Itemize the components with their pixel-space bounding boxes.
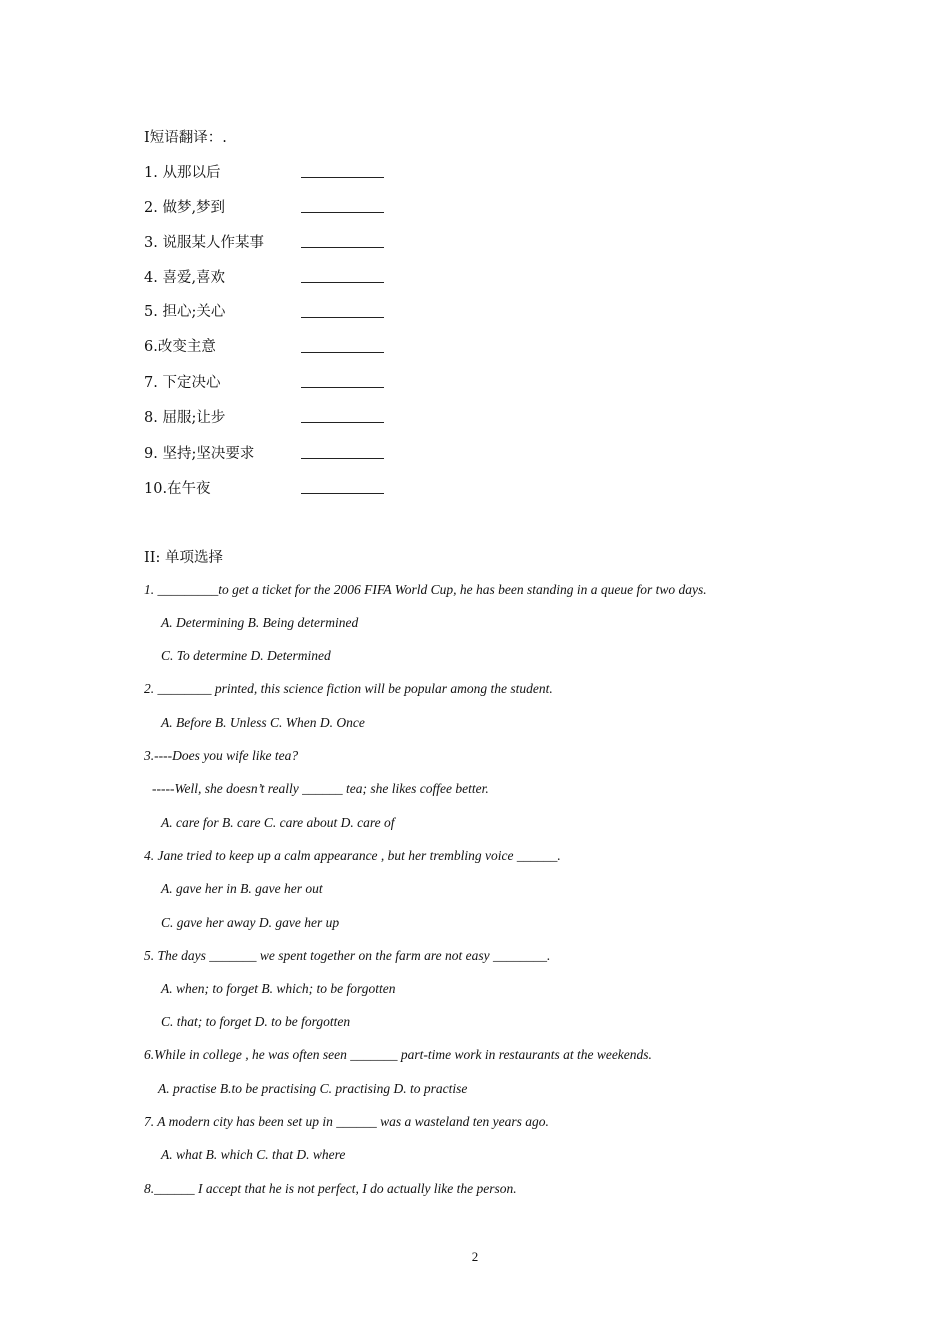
phrase-item: 7. 下定决心 bbox=[144, 375, 221, 391]
phrase-item: 6.改变主意 bbox=[144, 339, 216, 355]
phrase-item: 3. 说服某人作某事 bbox=[144, 235, 264, 251]
question-1-options: C. To determine D. Determined bbox=[161, 648, 331, 663]
question-5-options: A. when; to forget B. which; to be forgotten bbox=[161, 981, 396, 996]
question-8: 8.______ I accept that he is not perfect, I do actually like the person. bbox=[144, 1181, 517, 1196]
question-7: 7. A modern city has been set up in ______ was a wasteland ten years ago. bbox=[144, 1114, 549, 1129]
question-4-options: C. gave her away D. gave her up bbox=[161, 915, 340, 930]
phrase-item: 10.在午夜 bbox=[144, 481, 211, 497]
section-2-title: II: 单项选择 bbox=[144, 550, 223, 566]
answer-blank bbox=[301, 247, 384, 248]
question-3-options: A. care for B. care C. care about D. care of bbox=[161, 815, 395, 830]
answer-blank bbox=[301, 458, 384, 459]
answer-blank bbox=[301, 387, 384, 388]
answer-blank bbox=[301, 317, 384, 318]
question-5-options: C. that; to forget D. to be forgotten bbox=[161, 1014, 351, 1029]
question-4-options: A. gave her in B. gave her out bbox=[161, 881, 323, 896]
question-5: 5. The days _______ we spent together on the farm are not easy ________. bbox=[144, 948, 551, 963]
answer-blank bbox=[301, 493, 384, 494]
section-1-title: I短语翻译：. bbox=[144, 130, 227, 146]
page-number: 2 bbox=[471, 1249, 479, 1264]
answer-blank bbox=[301, 212, 384, 213]
phrase-item: 1. 从那以后 bbox=[144, 165, 221, 181]
question-3-reply: -----Well, she doesn’t really ______ tea; she likes coffee better. bbox=[152, 781, 489, 796]
question-7-options: A. what B. which C. that D. where bbox=[161, 1147, 346, 1162]
question-3: 3.----Does you wife like tea? bbox=[144, 748, 299, 763]
answer-blank bbox=[301, 352, 384, 353]
answer-blank bbox=[301, 282, 384, 283]
question-2-options: A. Before B. Unless C. When D. Once bbox=[161, 715, 365, 730]
question-1: 1. _________to get a ticket for the 2006 FIFA World Cup, he has been standing in a queue for two days. bbox=[144, 582, 707, 597]
phrase-item: 9. 坚持;坚决要求 bbox=[144, 446, 255, 462]
question-2: 2. ________ printed, this science fiction will be popular among the student. bbox=[144, 681, 553, 696]
answer-blank bbox=[301, 422, 384, 423]
phrase-item: 5. 担心;关心 bbox=[144, 304, 226, 320]
phrase-item: 4. 喜爱,喜欢 bbox=[144, 270, 226, 286]
phrase-item: 2. 做梦,梦到 bbox=[144, 200, 226, 216]
question-6: 6.While in college , he was often seen _______ part-time work in restaurants at the weekends. bbox=[144, 1047, 652, 1062]
question-1-options: A. Determining B. Being determined bbox=[161, 615, 359, 630]
phrase-item: 8. 屈服;让步 bbox=[144, 410, 226, 426]
question-6-options: A. practise B.to be practising C. practising D. to practise bbox=[158, 1081, 468, 1096]
question-4: 4. Jane tried to keep up a calm appearance , but her trembling voice ______. bbox=[144, 848, 561, 863]
answer-blank bbox=[301, 177, 384, 178]
